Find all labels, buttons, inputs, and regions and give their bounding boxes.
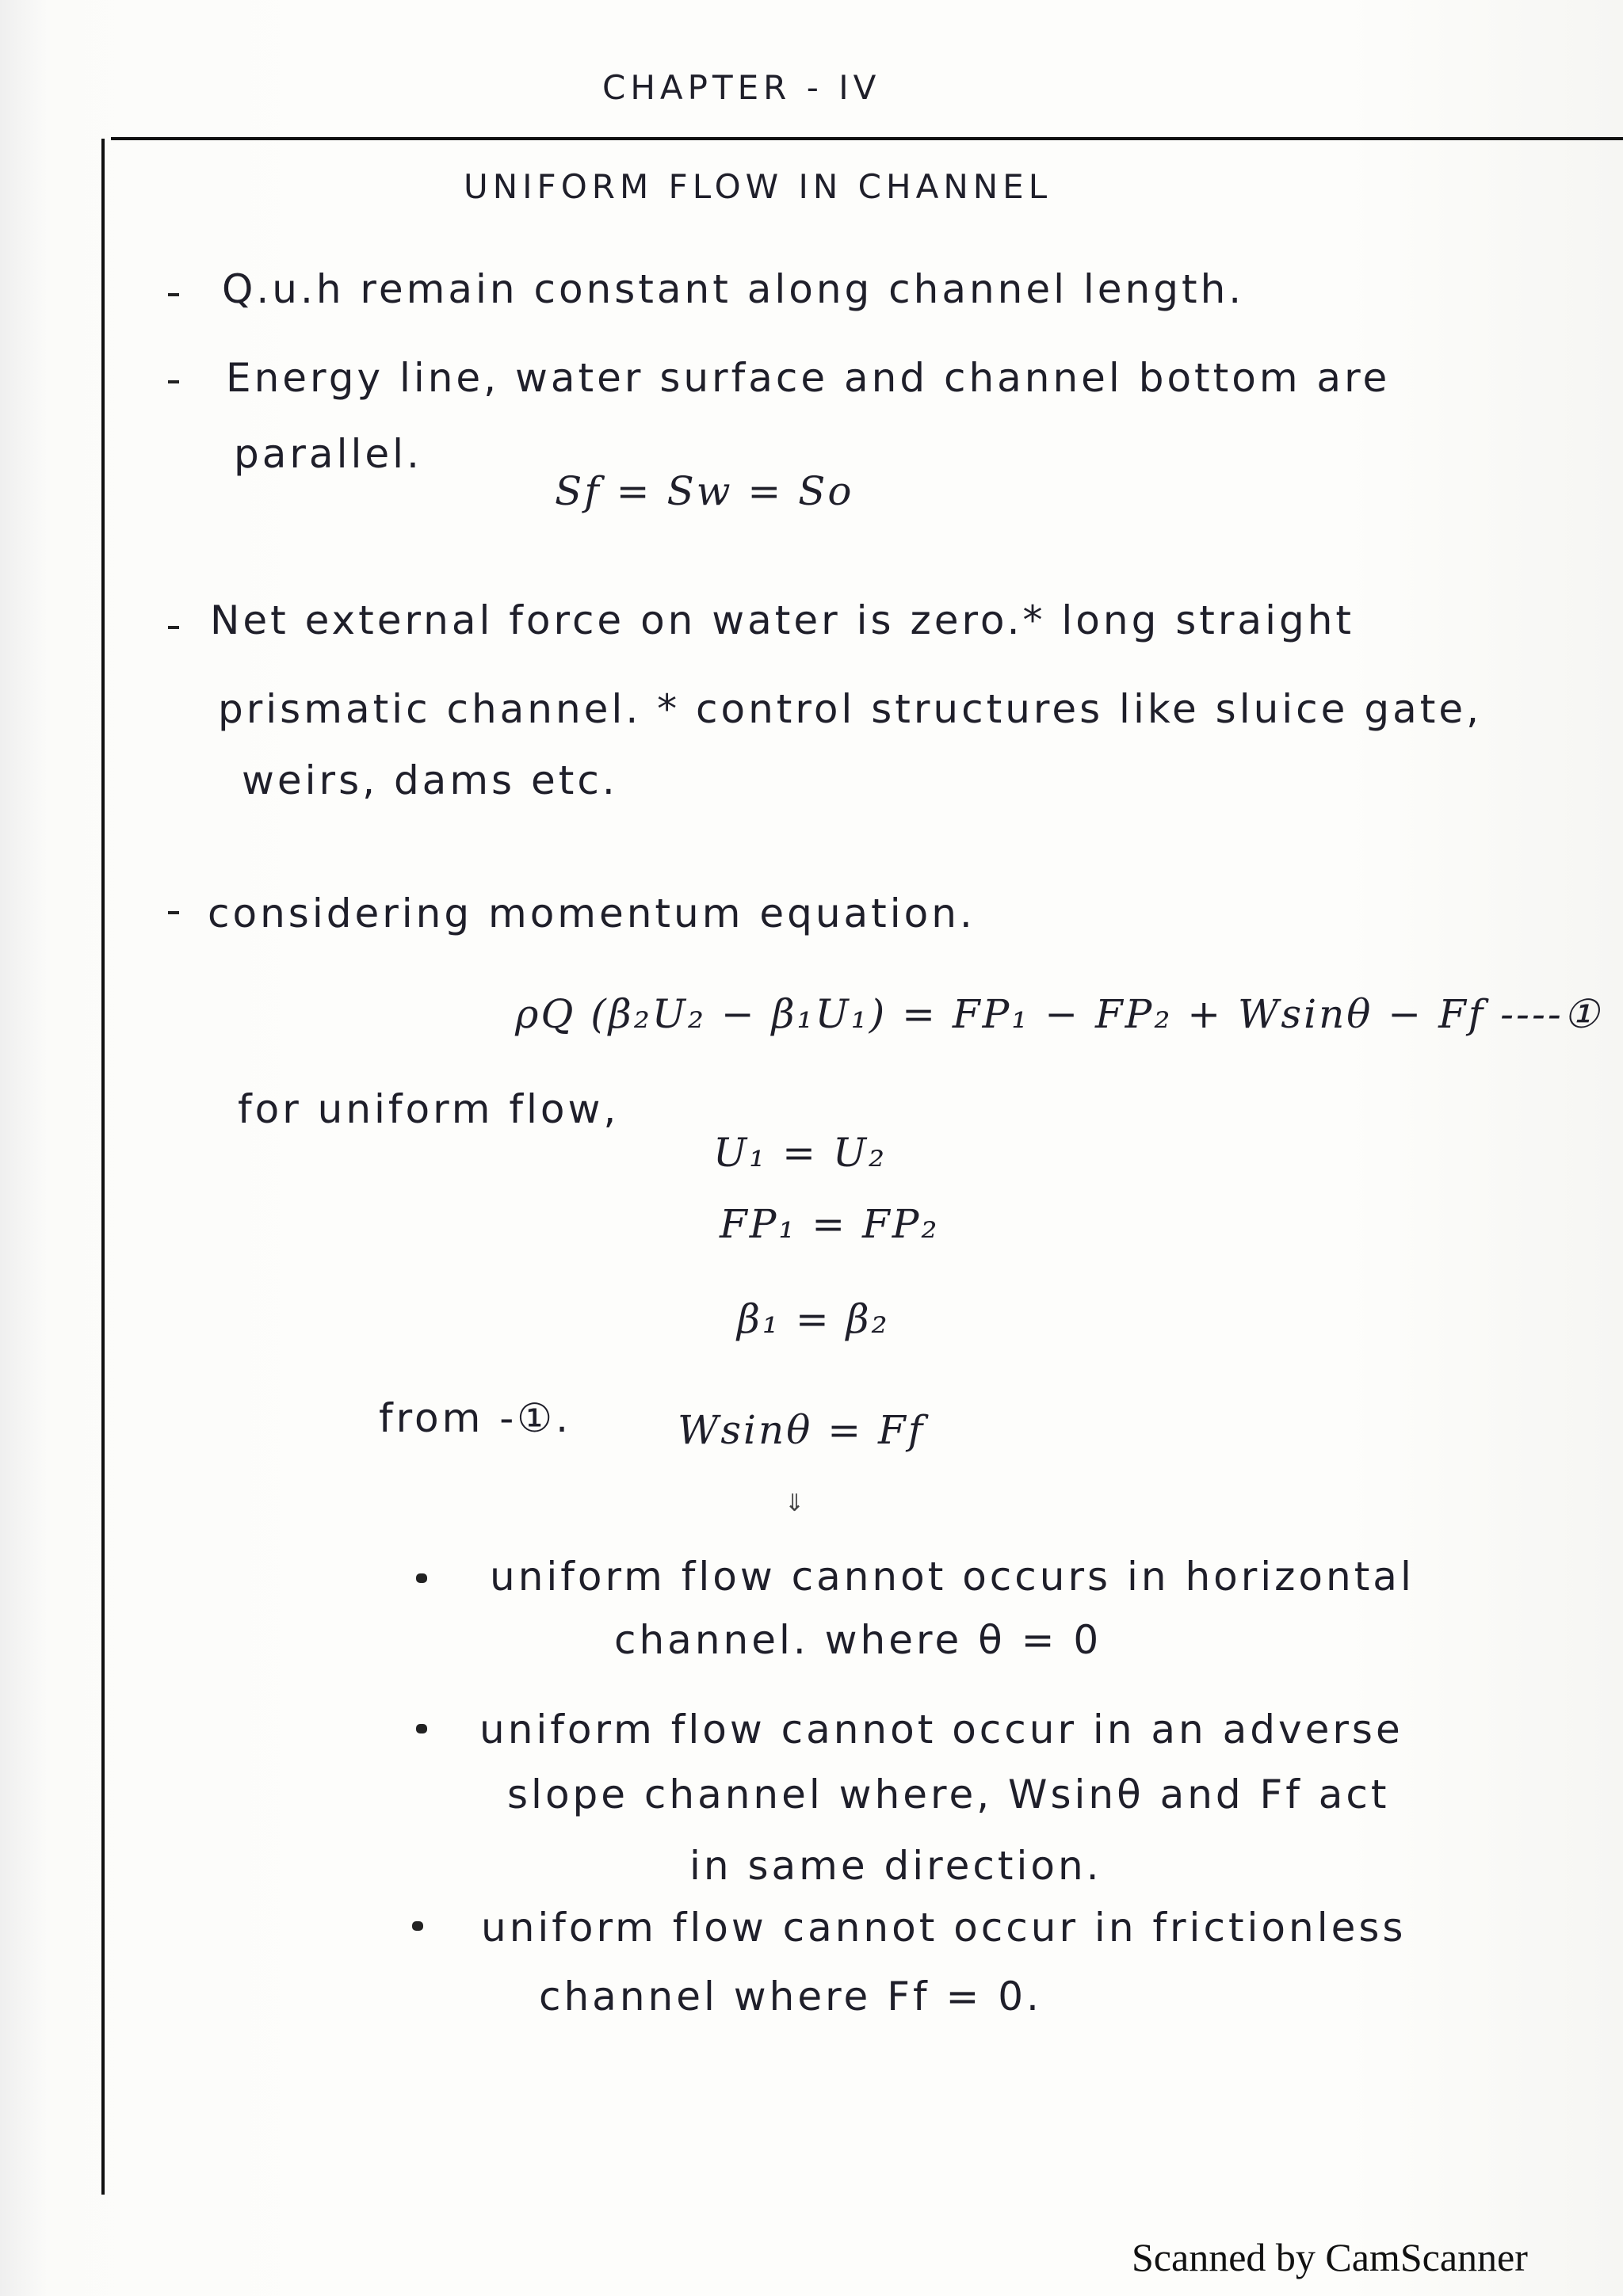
page-title: UNIFORM FLOW IN CHANNEL	[464, 167, 1052, 206]
point-parallel-line2: parallel.	[234, 431, 422, 477]
dash-marker	[168, 293, 179, 296]
bullet-2-line3: in same direction.	[689, 1843, 1102, 1889]
dash-marker	[168, 380, 179, 383]
condition-pressure: FP₁ = FP₂	[720, 1201, 940, 1247]
net-force-line3: weirs, dams etc.	[242, 757, 618, 803]
bullet-1-line1: uniform flow cannot occurs in horizontal	[490, 1554, 1415, 1600]
bullet-2-line2: slope channel where, Wsinθ and Ff act	[507, 1772, 1390, 1817]
bullet-marker	[416, 1724, 427, 1733]
dash-marker	[168, 911, 179, 914]
result-equation: Wsinθ = Ff	[678, 1407, 926, 1453]
bullet-3-line1: uniform flow cannot occur in frictionless	[481, 1905, 1407, 1951]
point-constant: Q.u.h remain constant along channel length.	[222, 266, 1245, 312]
bullet-1-line2: channel. where θ = 0	[614, 1617, 1102, 1663]
bullet-2-line1: uniform flow cannot occur in an adverse	[479, 1707, 1403, 1753]
dash-marker	[168, 626, 179, 629]
left-margin-rule	[101, 139, 105, 2195]
from-equation-1: from -①.	[379, 1395, 572, 1441]
net-force-line1: Net external force on water is zero.* long straight	[210, 597, 1354, 643]
for-uniform-flow: for uniform flow,	[238, 1086, 620, 1132]
net-force-line2: prismatic channel. * control structures like sluice gate,	[218, 686, 1482, 732]
bullet-3-line2: channel where Ff = 0.	[539, 1974, 1042, 2019]
bullet-marker	[416, 1573, 427, 1583]
chapter-heading: CHAPTER - IV	[602, 68, 881, 107]
condition-beta: β₁ = β₂	[737, 1296, 890, 1342]
top-rule	[111, 137, 1623, 140]
momentum-equation: ρQ (β₂U₂ − β₁U₁) = FP₁ − FP₂ + Wsinθ − Ff ----①	[515, 991, 1602, 1037]
implies-mark: ⇓	[785, 1489, 805, 1517]
point-parallel-line1: Energy line, water surface and channel bottom are	[226, 355, 1391, 401]
scanner-watermark: Scanned by CamScanner	[1132, 2235, 1528, 2279]
bullet-marker	[412, 1921, 423, 1931]
slope-equation: Sf = Sw = So	[555, 468, 854, 514]
condition-velocity: U₁ = U₂	[713, 1130, 888, 1176]
momentum-intro: considering momentum equation.	[208, 891, 976, 936]
